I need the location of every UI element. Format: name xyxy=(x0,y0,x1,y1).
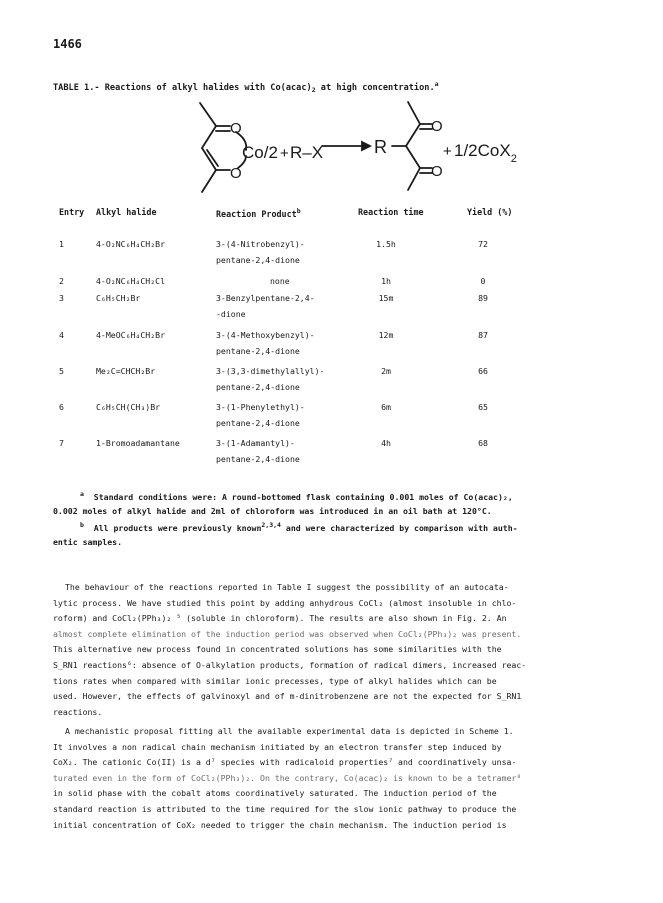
cobalt-label: Co/2 xyxy=(242,143,278,162)
cell-yield: 0 xyxy=(480,276,486,286)
footnote-b-line1: $^b$ All products were previously known$^{2,3,4}$ and were characterized by comparison with auth- xyxy=(80,521,518,533)
cell-entry: 3 xyxy=(59,293,64,303)
cell-yield: 87 xyxy=(478,330,488,340)
cell-yield: 89 xyxy=(478,293,488,303)
reaction-scheme xyxy=(180,98,517,198)
cell-product: -dione xyxy=(216,309,246,319)
cell-time: 12m xyxy=(378,330,394,340)
cell-time: 2m xyxy=(381,366,391,376)
cell-product: pentane-2,4-dione xyxy=(216,346,300,356)
cell-yield: 68 xyxy=(478,438,488,448)
oxygen-label: O xyxy=(230,165,242,182)
footnote-a-line2: 0.002 moles of alkyl halide and 2ml of chloroform was introduced in an oil bath at 120°C. xyxy=(53,506,492,516)
body-paragraph-2 xyxy=(53,724,609,833)
cell-entry: 2 xyxy=(59,276,64,286)
cell-product: 3-(1-Phenylethyl)- xyxy=(216,402,305,412)
cell-product: 3-(4-Methoxybenzyl)- xyxy=(216,330,315,340)
body-paragraph-1 xyxy=(53,580,609,720)
text-line: A mechanistic proposal fitting all the available experimental data is depicted in Scheme 1. xyxy=(65,726,514,736)
text-line: CoX₂. The cationic Co(II) is a d⁷ species with radicaloid properties⁷ and coordinatively unsa- xyxy=(53,757,517,768)
cell-halide: C₆H₅CH(CH₃)Br xyxy=(96,402,161,412)
text-line: initial concentration of CoX₂ needed to trigger the chain mechanism. The induction period is xyxy=(53,819,507,830)
cell-halide: C₆H₅CH₂Br xyxy=(96,293,141,303)
footnote-b-line2: entic samples. xyxy=(53,537,123,547)
cell-time: 6m xyxy=(381,402,391,412)
oxygen-label: O xyxy=(431,118,443,135)
acac-methyl-top-bond xyxy=(200,103,216,126)
text-line: turated even in the form of CoCl₂(PPh₃)₂. On the contrary, Co(acac)₂ is known to be a tetramer⁸ xyxy=(53,772,522,783)
cell-yield: 65 xyxy=(478,402,488,412)
cell-time: 1h xyxy=(381,276,391,286)
cell-yield: 66 xyxy=(478,366,488,376)
text-line: lytic process. We have studied this point by adding anhydrous CoCl₂ (almost insoluble in chlo- xyxy=(53,597,517,608)
cell-halide: 4-O₂NC₆H₄CH₂Cl xyxy=(96,276,166,286)
cell-time: 4h xyxy=(381,438,391,448)
text-line: It involves a non radical chain mechanism initiated by an electron transfer step induced by xyxy=(53,741,502,752)
cell-halide: Me₂C=CHCH₂Br xyxy=(96,366,156,376)
cell-entry: 5 xyxy=(59,366,64,376)
cell-product: pentane-2,4-dione xyxy=(216,454,300,464)
cell-entry: 1 xyxy=(59,239,64,249)
cell-product: none xyxy=(270,276,290,286)
oxygen-label: O xyxy=(230,120,242,137)
cell-halide: 4-MeOC₆H₄CH₂Br xyxy=(96,330,166,340)
cell-product: pentane-2,4-dione xyxy=(216,382,300,392)
text-line: used. However, the effects of galvinoxyl and of m-dinitrobenzene are not the expected for S_RN1 xyxy=(53,691,522,702)
cell-entry: 6 xyxy=(59,402,64,412)
text-line: reactions. xyxy=(53,706,103,717)
cell-entry: 4 xyxy=(59,330,64,340)
plus-sign: + xyxy=(443,143,452,160)
header-alkyl-halide: Alkyl halide xyxy=(96,207,157,217)
product-methyl-bond xyxy=(408,102,420,124)
acac-ring-bond xyxy=(202,126,216,148)
text-line: S_RN1 reactions⁶: absence of O-alkylation products, formation of radical dimers, increased reac- xyxy=(53,659,527,670)
table-caption: TABLE 1.- Reactions of alkyl halides with $Co(acac)_2$ at high concentration.$^a$ xyxy=(53,80,439,94)
text-line: in solid phase with the cobalt atoms coordinatively saturated. The induction period of the xyxy=(53,788,497,799)
header-reaction-product: Reaction Product$^b$ xyxy=(216,207,301,219)
text-line: The behaviour of the reactions reported in Table I suggest the possibility of an autocata- xyxy=(65,582,509,592)
cell-entry: 7 xyxy=(59,438,64,448)
text-line: roform) and CoCl₂(PPh₃)₂ ⁵ (soluble in chloroform). The results are also shown in Fig. 2. An xyxy=(53,613,507,624)
header-entry: Entry xyxy=(59,207,85,217)
text-line: almost complete elimination of the induction period was observed when CoCl₂(PPh₃)₂ was present. xyxy=(53,628,522,639)
product-bond xyxy=(406,124,420,146)
cell-halide: 1-Bromoadamantane xyxy=(96,438,180,448)
alkyl-halide-label: R–X xyxy=(290,143,324,162)
cell-product: 3-(1-Adamantyl)- xyxy=(216,438,295,448)
cell-product: 3-(4-Nitrobenzyl)- xyxy=(216,239,305,249)
cell-product: pentane-2,4-dione xyxy=(216,418,300,428)
header-yield: Yield (%) xyxy=(467,207,513,217)
cell-yield: 72 xyxy=(478,239,488,249)
text-line: standard reaction is attributed to the time required for the slow ionic pathway to produce the xyxy=(53,803,517,814)
cell-halide: 4-O₂NC₆H₄CH₂Br xyxy=(96,239,166,249)
footnote-a-line1: $^a$ Standard conditions were: A round-bottomed flask containing 0.001 moles of Co(acac)₂, xyxy=(80,490,513,502)
cell-product: pentane-2,4-dione xyxy=(216,255,300,265)
cell-time: 15m xyxy=(378,293,394,303)
page-number: 1466 xyxy=(53,37,82,51)
reaction-arrow-head xyxy=(362,142,370,150)
cell-time: 1.5h xyxy=(376,239,396,249)
text-line: tions rates when compared with similar ionic precesses, type of alkyl halides which can be xyxy=(53,675,497,686)
r-group-label: R xyxy=(374,137,387,157)
cox2-label: 1/2CoX$_2$ xyxy=(454,141,517,165)
product-bond xyxy=(406,146,420,168)
cell-product: 3-(3,3-dimethylallyl)- xyxy=(216,366,325,376)
header-reaction-time: Reaction time xyxy=(358,207,424,217)
cell-product: 3-Benzylpentane-2,4- xyxy=(216,293,315,303)
acac-methyl-bottom-bond xyxy=(202,170,216,192)
text-line: This alternative new process found in concentrated solutions has some similarities with the xyxy=(53,644,502,655)
oxygen-label: O xyxy=(431,163,443,180)
plus-sign: + xyxy=(280,145,289,162)
product-methyl-bond xyxy=(408,168,420,190)
